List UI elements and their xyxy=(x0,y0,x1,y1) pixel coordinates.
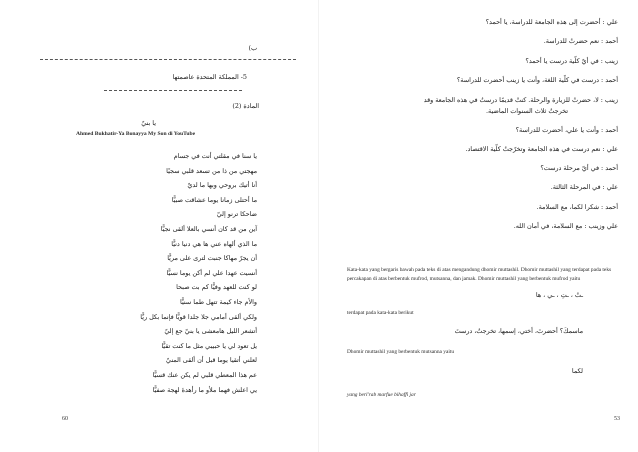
dialogue-line: علي : في المرحلة الثالثة. xyxy=(550,183,618,191)
right-page xyxy=(319,0,638,452)
poem-line: أنسيت عهدا علي لم أكن يوما نسيًّا xyxy=(166,268,257,277)
item-5-text: 5- المملكة المتحدة عاصمتها xyxy=(172,73,247,81)
poem-line: أنا أتيك بروحي وبها ما لديّ xyxy=(187,181,257,190)
dashed-rule-bottom xyxy=(104,90,242,91)
source-attribution: Ahmed Bukhatir-Ya Bonayya My Son di YouTube xyxy=(76,131,196,137)
example-word-list: ماسمكَ؟ أحضرتَ، أختي، إسمها، تخرجتُ، درستَ xyxy=(454,327,583,335)
pronoun-list: ـتُ ، ـتِ ، ـي ، ها xyxy=(535,291,583,299)
poem-line: ولكي ألقى أمامي جلا جلدا قويًّا فإنما بكل ريًّا xyxy=(140,312,257,321)
mutsanna-example: لكما xyxy=(571,367,583,375)
poem-line: آين من قد كان أنسي بالعلا ألقى نجيًّا xyxy=(160,225,257,233)
dialogue-line: أحمد : وأنت يا علي، أحضرت للدراسة؟ xyxy=(515,126,618,134)
poem-line: لو كنت للعهد وفيًّا كم بت صبحا xyxy=(176,283,257,292)
dialogue-line: أحمد : شكرا لكما، مع السلامة. xyxy=(536,203,618,211)
dialogue-line: أحمد : نعم حضرتُ للدراسة. xyxy=(543,37,618,45)
poem-line: أتشعر الليل هامعشى يا بنيّ جع إليّ xyxy=(164,327,257,336)
poem-line: ضاحكا ترنو إليّ xyxy=(216,210,257,219)
dialogue-line: علي وزينب : مع السلامة، في أمان الله. xyxy=(513,222,618,230)
section-subtitle: المادة (2) xyxy=(232,102,259,110)
dialogue-line: علي : نعم درست في هذه الجامعة وتخرّجتُ كلّية الاقتصاد. xyxy=(465,145,618,153)
explanation-paragraph-4: yang berl'rab marfue bihaffi jar xyxy=(347,392,416,398)
page-number-left: 60 xyxy=(62,416,68,422)
poem-line: ما الذي ألهاه عني ها هي دنيا دنيًّا xyxy=(171,239,257,248)
explanation-paragraph-1: Kata-kata yang bergaris bawah pada teks di atas mengandung dhomir muttashil. Dhomir muttashil yang terdapat pada teks percakapan di atas berbentuk mufrod, mutsanna, dan jamak. Dhomir muttashil yang berbentuk mufrod yaitu xyxy=(347,267,612,282)
poem-line: ما أحتلى زمانا يوما عشاقت صبيًّا xyxy=(171,195,257,204)
poem-line: مهجتي من ذا من تسعد قلبي سجيًا xyxy=(166,166,257,175)
poem-line: أن يجرّ مهاكا جنبت لترى على مريًّا xyxy=(167,254,257,263)
dashed-rule-top xyxy=(40,59,296,60)
dialogue-line: زينب : لا، حضرتُ للزيارة والرحلة. كنتُ قديمًا درستُ في هذه الجامعة وقد xyxy=(423,96,618,104)
dialogue-line: أحمد : في أيّ مرحلة درست؟ xyxy=(540,164,618,172)
page-number-right: 53 xyxy=(614,416,620,422)
poem-line: يي اعلش فهما ملأو ما رأهدهٔ لهجة صفيًّا xyxy=(152,385,257,394)
dialogue-line: زينب : في أيّ كلّية درست يا أحمد؟ xyxy=(525,57,618,65)
poem-line: والأم جاء كيمة تتهل طما سنيًّا xyxy=(180,298,257,306)
dialogue-line: تخرجتُ ثلاث السنوات الماضية. xyxy=(486,107,568,115)
dialogue-line: علي : أحضرت إلى هذه الجامعة للدراسة، يا أحمد؟ xyxy=(485,18,618,26)
explanation-paragraph-3: Dhomir muttashil yang berbentuk mutsanna yaitu xyxy=(347,349,455,355)
poem-line: يا سنا في مقلتي أنت في جسام xyxy=(173,152,257,160)
poem-line: يل تعود لي يا حبيبي مثل ما كنت تقيًّا xyxy=(161,341,257,350)
dedication-line: يا بنيّ xyxy=(141,119,156,127)
poem-line: عم هذا المعطي قلبي لم يكن عنك قسيًّا xyxy=(152,371,257,379)
dialogue-line: أحمد : درست في كلّية اللغة، وأنت يا زينب أحضرت للدراسة؟ xyxy=(456,76,618,84)
poem-line: لعلني أتقيا يوما قبل أن ألقى المنيّ xyxy=(166,356,257,365)
explanation-paragraph-2: terdapat pada kata-kata berikut xyxy=(347,310,414,316)
section-letter: ب) xyxy=(248,44,257,52)
